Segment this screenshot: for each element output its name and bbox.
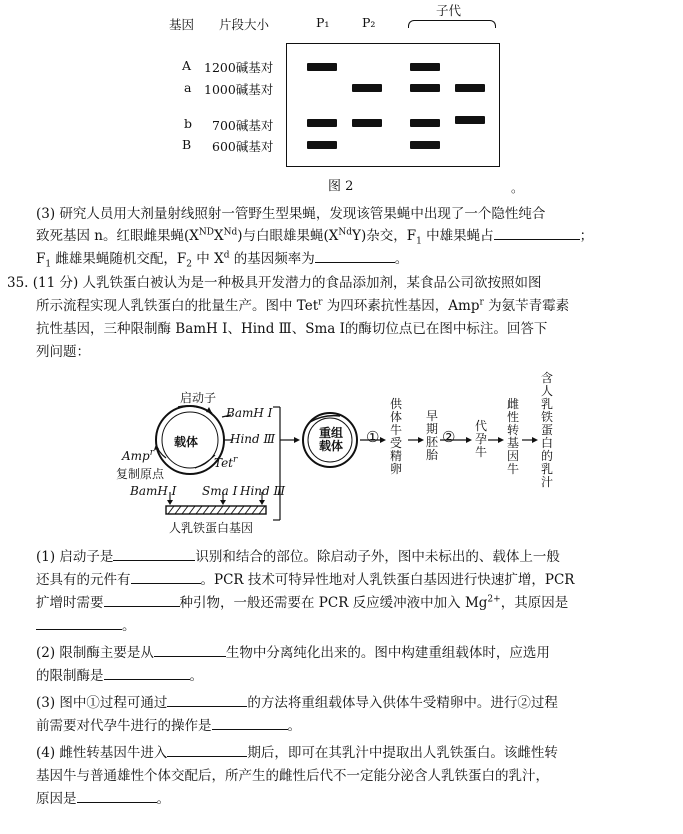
q35-3-line2: 前需要对代孕牛进行的操作是 。 (36, 715, 301, 737)
bamh1-top-label: BamH Ⅰ (226, 406, 273, 420)
header-offspring: 子代 (436, 3, 462, 18)
diagram-lines (0, 360, 683, 550)
tet-label: Tet$^r$ (214, 455, 238, 470)
answer-blank[interactable] (154, 642, 226, 657)
amp-label: Amp$^r$ (122, 448, 155, 463)
q34-3-line1: (3) 研究人员用大剂量射线照射一管野生型果蝇，发现该管果蝇中出现了一个隐性纯合 (36, 206, 546, 222)
size-1200: 1200碱基对 (204, 60, 274, 75)
step1-marker: ① (366, 428, 380, 446)
gel-band (307, 119, 337, 127)
transgenic-cow-label: 雌性转基因牛 (506, 397, 519, 476)
answer-blank[interactable] (167, 692, 247, 707)
q35-2-line1: (2) 限制酶主要是从 生物中分离纯化出来的。图中构建重组载体时，应选用 (36, 642, 550, 664)
gel-band (410, 63, 440, 71)
size-1000: 1000碱基对 (204, 82, 274, 97)
header-gene: 基因 (169, 17, 195, 32)
recombinant-vector-label: 重组载体 (318, 426, 343, 453)
milk-label: 含人乳铁蛋白的乳汁 (540, 371, 553, 489)
answer-blank[interactable] (77, 788, 157, 803)
gene-B: B (182, 137, 192, 152)
answer-blank[interactable] (104, 592, 180, 607)
q35-intro-line1: 35. (11 分) 人乳铁蛋白被认为是一种极具开发潜力的食品添加剂，某食品公司欲按照如图 (7, 275, 542, 291)
gel-band (307, 141, 337, 149)
q35-intro-line4: 列问题： (36, 344, 90, 360)
q35-1-line1: (1) 启动子是 识别和结合的部位。除启动子外，图中未标出的、载体上一般 (36, 546, 560, 568)
origin-label: 复制原点 (116, 467, 165, 481)
vector-label: 载体 (174, 435, 199, 449)
q35-2-line2: 的限制酶是 。 (36, 665, 203, 687)
answer-blank[interactable] (131, 569, 201, 584)
q35-1-line2: 还具有的元件有 。PCR 技术可特异性地对人乳铁蛋白基因进行快速扩增，PCR (36, 569, 574, 591)
answer-blank[interactable] (167, 742, 247, 757)
q35-4-line3: 原因是 。 (36, 788, 170, 810)
gel-band (410, 84, 440, 92)
hind3-top-label: Hind Ⅲ (230, 432, 276, 446)
surrogate-cow-label: 代孕牛 (474, 419, 487, 459)
figure-caption: 图 2 (328, 179, 354, 194)
gel-band (410, 141, 440, 149)
answer-blank[interactable] (315, 248, 395, 263)
gel-band (352, 119, 382, 127)
gel-band (455, 116, 485, 124)
q35-intro-line2: 所示流程实现人乳铁蛋白的批量生产。图中 Tet$^r$ 为四环素抗性基因，Amp$^r$ 为氨苄青霉素 (36, 297, 570, 314)
step2-marker: ② (442, 428, 456, 446)
q34-3-line3: $F_1$ 雌雄果蝇随机交配，$F_2$ 中 $X^d$ 的基因频率为 。 (36, 248, 408, 270)
gel-band (307, 63, 337, 71)
q35-1-line4: 。 (36, 615, 136, 637)
answer-blank[interactable] (494, 225, 580, 240)
gel-band (352, 84, 382, 92)
size-600: 600碱基对 (212, 139, 274, 154)
gene-b: b (184, 116, 193, 131)
figure-trailing-dot: 。 (511, 180, 524, 195)
gene-label: 人乳铁蛋白基因 (169, 521, 254, 535)
header-p2: P₂ (362, 15, 376, 30)
header-fragment-size: 片段大小 (219, 17, 270, 32)
offspring-bracket (408, 20, 496, 28)
sma1-label: Sma Ⅰ (202, 484, 238, 498)
q35-4-line2: 基因牛与普通雄性个体交配后，所产生的雌性后代不一定能分泌含人乳铁蛋白的乳汁， (36, 768, 549, 784)
promoter-label: 启动子 (180, 391, 217, 405)
q35-3-line1: (3) 图中①过程可通过 的方法将重组载体导入供体牛受精卵中。进行②过程 (36, 692, 558, 714)
hind3-bottom-label: Hind Ⅲ (240, 484, 286, 498)
answer-blank[interactable] (36, 615, 122, 630)
q34-3-line2: 致死基因 n。红眼雌果蝇(XNDXNd)与白眼雄果蝇(XNdY)杂交，$F_1$ 中雄果蝇占 ； (36, 225, 593, 247)
q35-4-line1: (4) 雌性转基因牛进入 期后，即可在其乳汁中提取出人乳铁蛋白。该雌性转 (36, 742, 558, 764)
answer-blank[interactable] (212, 715, 288, 730)
size-700: 700碱基对 (212, 118, 274, 133)
gene-A: A (182, 58, 192, 73)
answer-blank[interactable] (104, 665, 190, 680)
header-p1: P₁ (316, 15, 330, 30)
answer-blank[interactable] (113, 546, 195, 561)
bamh1-bottom-label: BamH Ⅰ (130, 484, 177, 498)
q35-intro-line3: 抗性基因，三种限制酶 BamH Ⅰ、Hind Ⅲ、Sma Ⅰ的酶切位点已在图中标注。回答下 (36, 321, 548, 337)
early-embryo-label: 早期胚胎 (425, 409, 438, 462)
donor-egg-label: 供体牛受精卵 (389, 397, 402, 476)
gel-band (410, 119, 440, 127)
gel-band (455, 84, 485, 92)
gene-a: a (184, 80, 192, 95)
q35-1-line3: 扩增时需要 种引物，一般还需要在 PCR 反应缓冲液中加入 $Mg^{2+}$，其原因是 (36, 592, 568, 614)
